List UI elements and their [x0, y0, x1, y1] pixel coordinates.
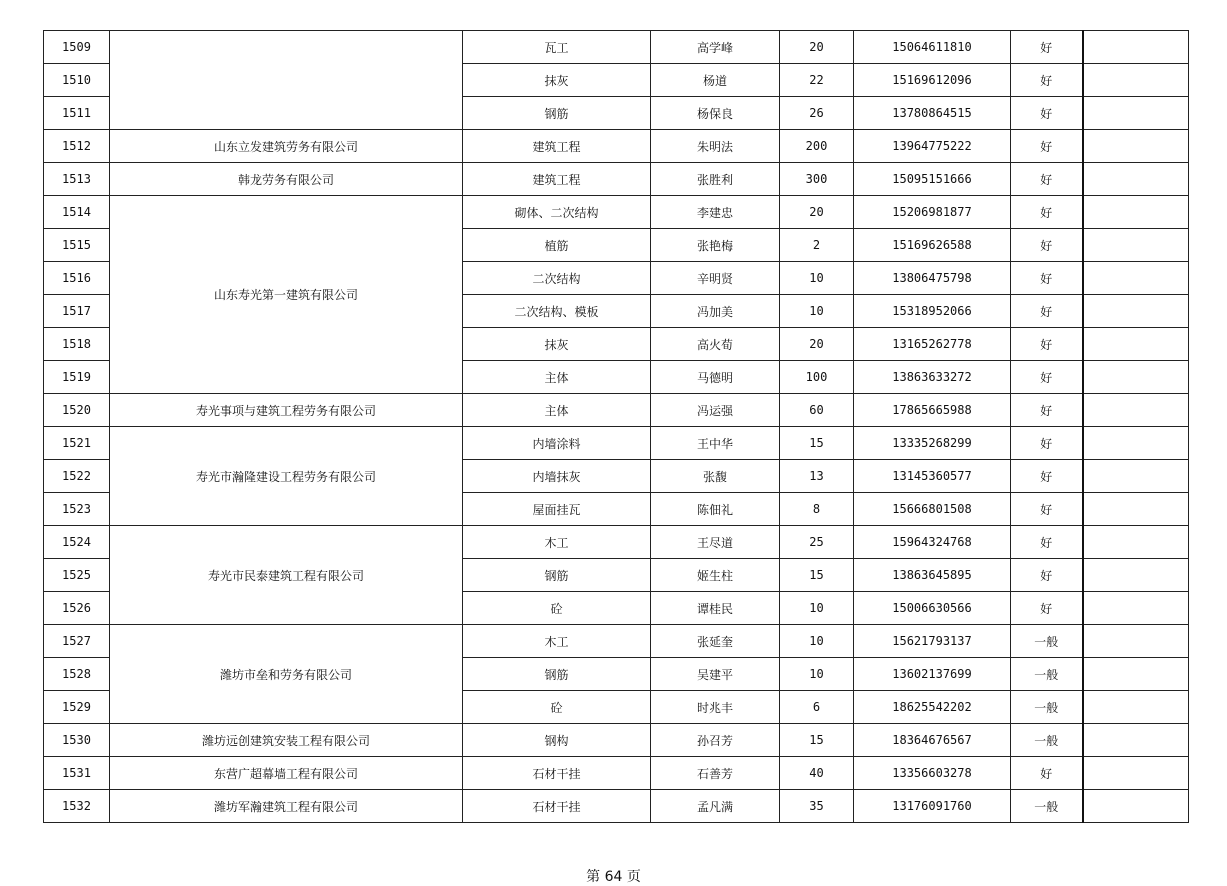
- table-row: [44, 526, 1189, 559]
- rating-cell: 好: [1011, 229, 1083, 262]
- company-cell: 潍坊市垒和劳务有限公司: [110, 625, 463, 724]
- company-cell: 潍坊军瀚建筑工程有限公司: [110, 790, 463, 823]
- rating-cell: 好: [1011, 130, 1083, 163]
- rating-cell: 好: [1011, 361, 1083, 394]
- rating-cell: 好: [1011, 493, 1083, 526]
- contact-cell: 石善芳: [651, 757, 780, 790]
- phone-cell: 13165262778: [854, 328, 1011, 361]
- contact-cell: 张艳梅: [651, 229, 780, 262]
- table-row: [44, 130, 1189, 163]
- trade-cell: 石材干挂: [463, 757, 651, 790]
- phone-cell: 13176091760: [854, 790, 1011, 823]
- row-id: 1514: [44, 196, 110, 229]
- rating-cell: 一般: [1011, 658, 1083, 691]
- rating-cell: 好: [1011, 163, 1083, 196]
- rating-cell: 好: [1011, 97, 1083, 130]
- rating-cell: 一般: [1011, 790, 1083, 823]
- note-cell: [1083, 724, 1189, 757]
- phone-cell: 15169626588: [854, 229, 1011, 262]
- trade-cell: 钢构: [463, 724, 651, 757]
- trade-cell: 内墙抹灰: [463, 460, 651, 493]
- company-cell: 潍坊远创建筑安装工程有限公司: [110, 724, 463, 757]
- phone-cell: 13863645895: [854, 559, 1011, 592]
- contact-cell: 冯加美: [651, 295, 780, 328]
- row-id: 1530: [44, 724, 110, 757]
- row-id: 1513: [44, 163, 110, 196]
- count-cell: 200: [780, 130, 854, 163]
- table-row: [44, 757, 1189, 790]
- count-cell: 10: [780, 592, 854, 625]
- contact-cell: 张延奎: [651, 625, 780, 658]
- phone-cell: 13806475798: [854, 262, 1011, 295]
- note-cell: [1083, 130, 1189, 163]
- phone-cell: 15964324768: [854, 526, 1011, 559]
- count-cell: 13: [780, 460, 854, 493]
- trade-cell: 钢筋: [463, 97, 651, 130]
- rating-cell: 一般: [1011, 625, 1083, 658]
- row-id: 1516: [44, 262, 110, 295]
- contact-cell: 辛明贤: [651, 262, 780, 295]
- phone-cell: 17865665988: [854, 394, 1011, 427]
- count-cell: 15: [780, 724, 854, 757]
- trade-cell: 内墙涂料: [463, 427, 651, 460]
- trade-cell: 二次结构: [463, 262, 651, 295]
- rating-cell: 好: [1011, 31, 1083, 64]
- trade-cell: 石材干挂: [463, 790, 651, 823]
- table-row: [44, 394, 1189, 427]
- table-row: [44, 163, 1189, 196]
- note-cell: [1083, 757, 1189, 790]
- contact-cell: 冯运强: [651, 394, 780, 427]
- row-id: 1517: [44, 295, 110, 328]
- trade-cell: 抹灰: [463, 328, 651, 361]
- count-cell: 15: [780, 427, 854, 460]
- phone-cell: 13602137699: [854, 658, 1011, 691]
- trade-cell: 抹灰: [463, 64, 651, 97]
- rating-cell: 好: [1011, 592, 1083, 625]
- row-id: 1511: [44, 97, 110, 130]
- count-cell: 22: [780, 64, 854, 97]
- contact-cell: 吴建平: [651, 658, 780, 691]
- trade-cell: 钢筋: [463, 658, 651, 691]
- contact-cell: 朱明法: [651, 130, 780, 163]
- note-cell: [1083, 97, 1189, 130]
- row-id: 1528: [44, 658, 110, 691]
- note-cell: [1083, 361, 1189, 394]
- trade-cell: 木工: [463, 625, 651, 658]
- rating-cell: 好: [1011, 262, 1083, 295]
- count-cell: 26: [780, 97, 854, 130]
- trade-cell: 建筑工程: [463, 130, 651, 163]
- trade-cell: 砼: [463, 691, 651, 724]
- note-cell: [1083, 493, 1189, 526]
- contact-cell: 谭桂民: [651, 592, 780, 625]
- note-cell: [1083, 394, 1189, 427]
- count-cell: 300: [780, 163, 854, 196]
- trade-cell: 主体: [463, 361, 651, 394]
- contact-cell: 高火荀: [651, 328, 780, 361]
- row-id: 1526: [44, 592, 110, 625]
- contact-cell: 时兆丰: [651, 691, 780, 724]
- note-cell: [1083, 262, 1189, 295]
- table-row: [44, 427, 1189, 460]
- rating-cell: 好: [1011, 757, 1083, 790]
- note-cell: [1083, 196, 1189, 229]
- row-id: 1532: [44, 790, 110, 823]
- contact-cell: 杨保良: [651, 97, 780, 130]
- note-cell: [1083, 64, 1189, 97]
- count-cell: 10: [780, 262, 854, 295]
- note-cell: [1083, 559, 1189, 592]
- count-cell: 40: [780, 757, 854, 790]
- count-cell: 10: [780, 658, 854, 691]
- row-id: 1522: [44, 460, 110, 493]
- rating-cell: 好: [1011, 460, 1083, 493]
- table-row: [44, 196, 1189, 229]
- count-cell: 10: [780, 295, 854, 328]
- contact-cell: 王尽道: [651, 526, 780, 559]
- rating-cell: 好: [1011, 295, 1083, 328]
- rating-cell: 好: [1011, 328, 1083, 361]
- table-row: [44, 724, 1189, 757]
- note-cell: [1083, 295, 1189, 328]
- company-cell: 东营广超幕墙工程有限公司: [110, 757, 463, 790]
- phone-cell: 13780864515: [854, 97, 1011, 130]
- phone-cell: 13863633272: [854, 361, 1011, 394]
- rating-cell: 好: [1011, 394, 1083, 427]
- row-id: 1524: [44, 526, 110, 559]
- phone-cell: 15095151666: [854, 163, 1011, 196]
- trade-cell: 二次结构、模板: [463, 295, 651, 328]
- row-id: 1520: [44, 394, 110, 427]
- row-id: 1521: [44, 427, 110, 460]
- phone-cell: 15666801508: [854, 493, 1011, 526]
- rating-cell: 一般: [1011, 691, 1083, 724]
- count-cell: 60: [780, 394, 854, 427]
- trade-cell: 建筑工程: [463, 163, 651, 196]
- row-id: 1515: [44, 229, 110, 262]
- company-cell: [110, 31, 463, 130]
- phone-cell: 15006630566: [854, 592, 1011, 625]
- note-cell: [1083, 31, 1189, 64]
- company-cell: 寿光事项与建筑工程劳务有限公司: [110, 394, 463, 427]
- rating-cell: 好: [1011, 427, 1083, 460]
- row-id: 1529: [44, 691, 110, 724]
- phone-cell: 13356603278: [854, 757, 1011, 790]
- row-id: 1525: [44, 559, 110, 592]
- note-cell: [1083, 658, 1189, 691]
- phone-cell: 18625542202: [854, 691, 1011, 724]
- row-id: 1510: [44, 64, 110, 97]
- trade-cell: 瓦工: [463, 31, 651, 64]
- rating-cell: 好: [1011, 526, 1083, 559]
- rating-cell: 好: [1011, 196, 1083, 229]
- contact-cell: 高学峰: [651, 31, 780, 64]
- note-cell: [1083, 625, 1189, 658]
- phone-cell: 15064611810: [854, 31, 1011, 64]
- count-cell: 6: [780, 691, 854, 724]
- table-row: [44, 625, 1189, 658]
- phone-cell: 15169612096: [854, 64, 1011, 97]
- row-id: 1519: [44, 361, 110, 394]
- phone-cell: 18364676567: [854, 724, 1011, 757]
- count-cell: 35: [780, 790, 854, 823]
- phone-cell: 15318952066: [854, 295, 1011, 328]
- note-cell: [1083, 526, 1189, 559]
- row-id: 1509: [44, 31, 110, 64]
- company-cell: 寿光市民泰建筑工程有限公司: [110, 526, 463, 625]
- trade-cell: 砼: [463, 592, 651, 625]
- contact-cell: 杨道: [651, 64, 780, 97]
- company-cell: 山东立发建筑劳务有限公司: [110, 130, 463, 163]
- trade-cell: 木工: [463, 526, 651, 559]
- table-row: [44, 790, 1189, 823]
- contact-cell: 李建忠: [651, 196, 780, 229]
- page-number: 第 64 页: [586, 869, 641, 885]
- note-cell: [1083, 229, 1189, 262]
- company-cell: 韩龙劳务有限公司: [110, 163, 463, 196]
- contact-cell: 姬生柱: [651, 559, 780, 592]
- count-cell: 25: [780, 526, 854, 559]
- phone-cell: 13335268299: [854, 427, 1011, 460]
- row-id: 1531: [44, 757, 110, 790]
- company-cell: 寿光市瀚隆建设工程劳务有限公司: [110, 427, 463, 526]
- note-cell: [1083, 592, 1189, 625]
- contact-cell: 王中华: [651, 427, 780, 460]
- rating-cell: 一般: [1011, 724, 1083, 757]
- row-id: 1518: [44, 328, 110, 361]
- note-cell: [1083, 328, 1189, 361]
- phone-cell: 13964775222: [854, 130, 1011, 163]
- note-cell: [1083, 427, 1189, 460]
- note-cell: [1083, 691, 1189, 724]
- count-cell: 2: [780, 229, 854, 262]
- row-id: 1512: [44, 130, 110, 163]
- trade-cell: 主体: [463, 394, 651, 427]
- rating-cell: 好: [1011, 559, 1083, 592]
- contact-cell: 张胜利: [651, 163, 780, 196]
- contact-cell: 孟凡满: [651, 790, 780, 823]
- trade-cell: 植筋: [463, 229, 651, 262]
- count-cell: 100: [780, 361, 854, 394]
- phone-cell: 15621793137: [854, 625, 1011, 658]
- count-cell: 10: [780, 625, 854, 658]
- contact-cell: 张馥: [651, 460, 780, 493]
- count-cell: 15: [780, 559, 854, 592]
- rating-cell: 好: [1011, 64, 1083, 97]
- count-cell: 20: [780, 31, 854, 64]
- note-cell: [1083, 460, 1189, 493]
- count-cell: 20: [780, 328, 854, 361]
- count-cell: 20: [780, 196, 854, 229]
- contact-cell: 马德明: [651, 361, 780, 394]
- phone-cell: 15206981877: [854, 196, 1011, 229]
- count-cell: 8: [780, 493, 854, 526]
- table-row: [44, 31, 1189, 64]
- company-cell: 山东寿光第一建筑有限公司: [110, 196, 463, 394]
- phone-cell: 13145360577: [854, 460, 1011, 493]
- row-id: 1523: [44, 493, 110, 526]
- note-cell: [1083, 790, 1189, 823]
- trade-cell: 钢筋: [463, 559, 651, 592]
- contractor-table: [43, 30, 1189, 823]
- trade-cell: 砌体、二次结构: [463, 196, 651, 229]
- contact-cell: 孙召芳: [651, 724, 780, 757]
- trade-cell: 屋面挂瓦: [463, 493, 651, 526]
- contact-cell: 陈佃礼: [651, 493, 780, 526]
- row-id: 1527: [44, 625, 110, 658]
- note-cell: [1083, 163, 1189, 196]
